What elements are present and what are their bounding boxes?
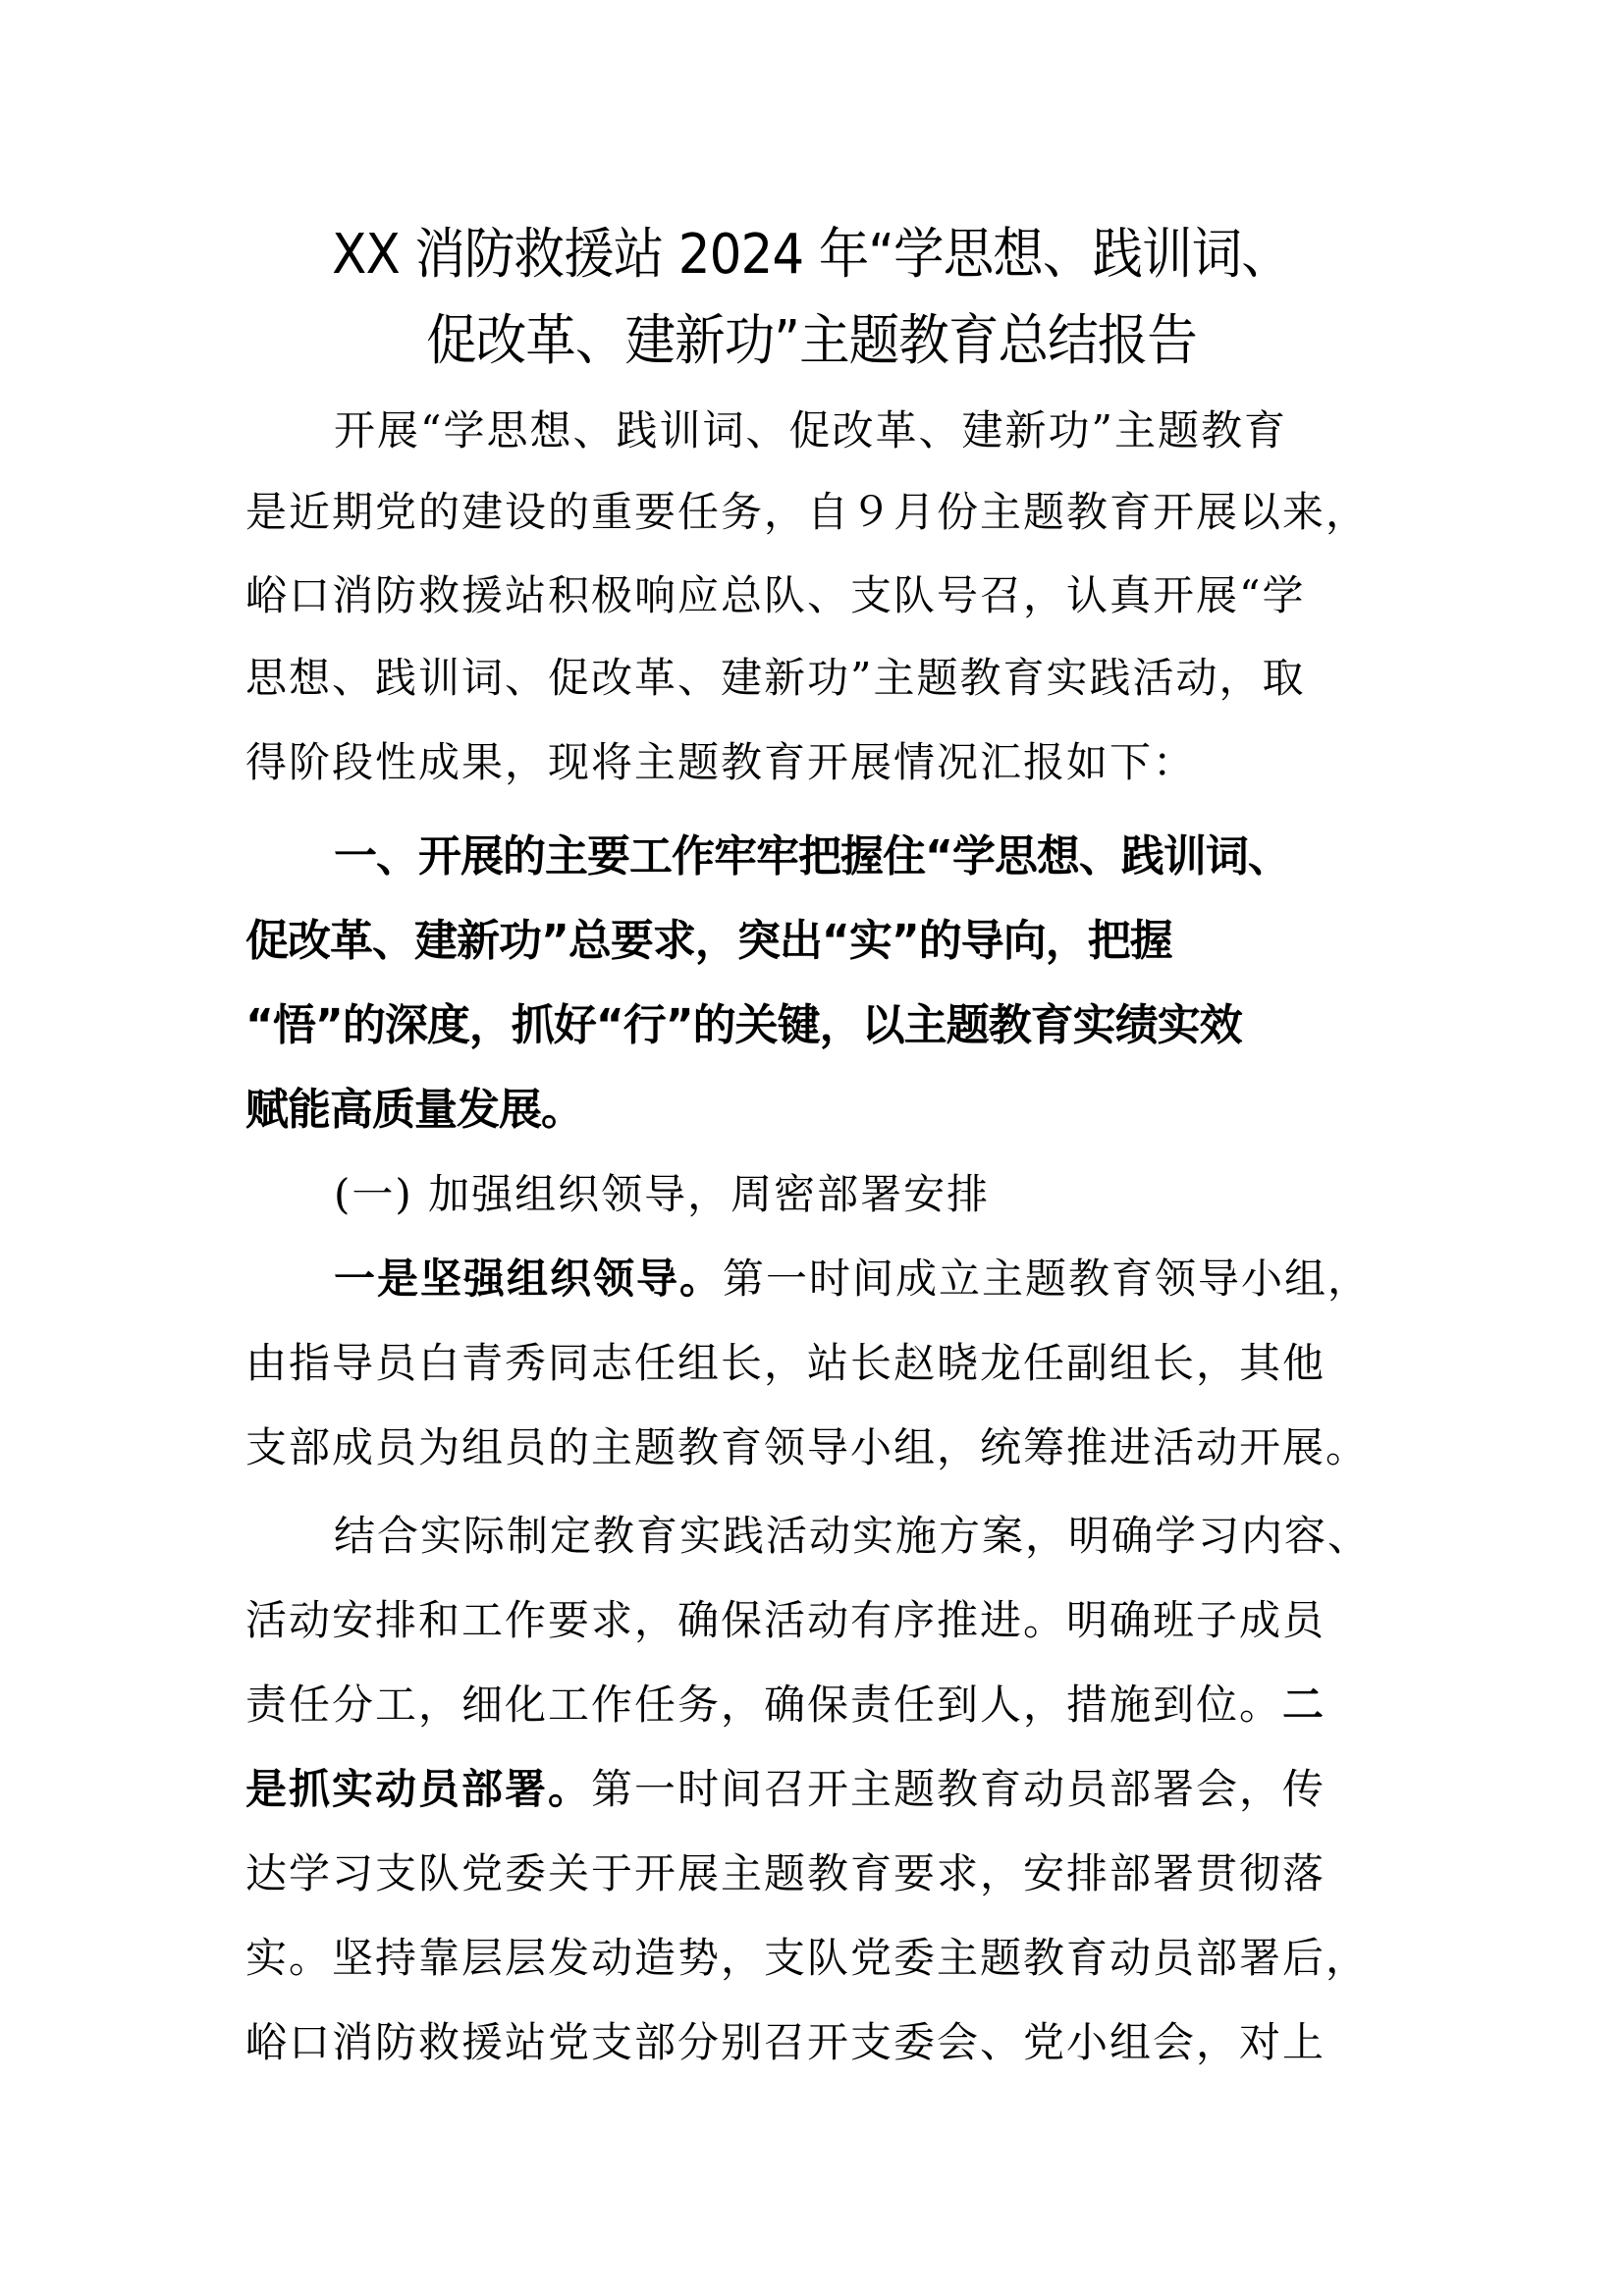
plan-paragraph-line-6: 实。坚持靠层层发动造势，支队党委主题教育动员部署后， <box>245 1934 1370 1982</box>
leadership-paragraph-line-1 <box>334 1255 1473 1304</box>
plan-paragraph-line-2: 活动安排和工作要求，确保活动有序推进。明确班子成员 <box>245 1596 1326 1644</box>
mobilization-bold-lead-start: 二 <box>1282 1681 1326 1729</box>
section-one-heading-line-4: 赋能高质量发展。 <box>245 1085 583 1135</box>
subsection-one-heading: (一) 加强组织领导，周密部署安排 <box>334 1170 991 1218</box>
leadership-paragraph-line-3: 支部成员为组员的主题教育领导小组，统筹推进活动开展。 <box>245 1423 1370 1471</box>
intro-paragraph-line-5: 得阶段性成果，现将主题教育开展情况汇报如下： <box>245 738 1197 786</box>
plan-paragraph-line-5: 达学习支队党委关于开展主题教育要求，安排部署贯彻落 <box>245 1849 1326 1897</box>
plan-paragraph-line-3 <box>245 1681 1384 1730</box>
plan-paragraph-line-1: 结合实际制定教育实践活动实施方案，明确学习内容、 <box>334 1512 1372 1560</box>
plan-line-3-text: 责任分工，细化工作任务，确保责任到人，措施到位。 <box>245 1681 1283 1729</box>
leadership-bold-lead: 一是坚强组织领导。 <box>334 1255 724 1303</box>
section-one-heading-line-1: 一、开展的主要工作牢牢把握住“学思想、践训词、 <box>334 831 1290 881</box>
plan-paragraph-line-4 <box>245 1765 1384 1814</box>
section-one-heading-line-2: 促改革、建新功”总要求，突出“实”的导向，把握 <box>245 916 1172 966</box>
leadership-paragraph-line-2: 由指导员白青秀同志任组长，站长赵晓龙任副组长，其他 <box>245 1339 1326 1387</box>
leadership-line-1-text: 第一时间成立主题教育领导小组， <box>723 1255 1372 1303</box>
plan-line-4-text: 第一时间召开主题教育动员部署会，传 <box>591 1765 1326 1813</box>
mobilization-bold-lead: 是抓实动员部署。 <box>245 1765 592 1813</box>
intro-paragraph-line-3: 峪口消防救援站积极响应总队、支队号召，认真开展“学 <box>245 571 1306 619</box>
document-title-line-2: 促改革、建新功”主题教育总结报告 <box>426 309 1197 373</box>
intro-paragraph-line-2: 是近期党的建设的重要任务，自９月份主题教育开展以来， <box>245 488 1370 536</box>
plan-paragraph-line-7: 峪口消防救援站党支部分别召开支委会、党小组会，对上 <box>245 2018 1326 2066</box>
intro-paragraph-line-4: 思想、践训词、促改革、建新功”主题教育实践活动，取 <box>245 654 1306 702</box>
document-title-line-1: XX 消防救援站 2024 年“学思想、践训词、 <box>332 223 1291 287</box>
section-one-heading-line-3: “悟”的深度，抓好“行”的关键，以主题教育实绩实效 <box>245 1000 1242 1050</box>
intro-paragraph-line-1: 开展“学思想、践训词、促改革、建新功”主题教育 <box>334 406 1287 454</box>
